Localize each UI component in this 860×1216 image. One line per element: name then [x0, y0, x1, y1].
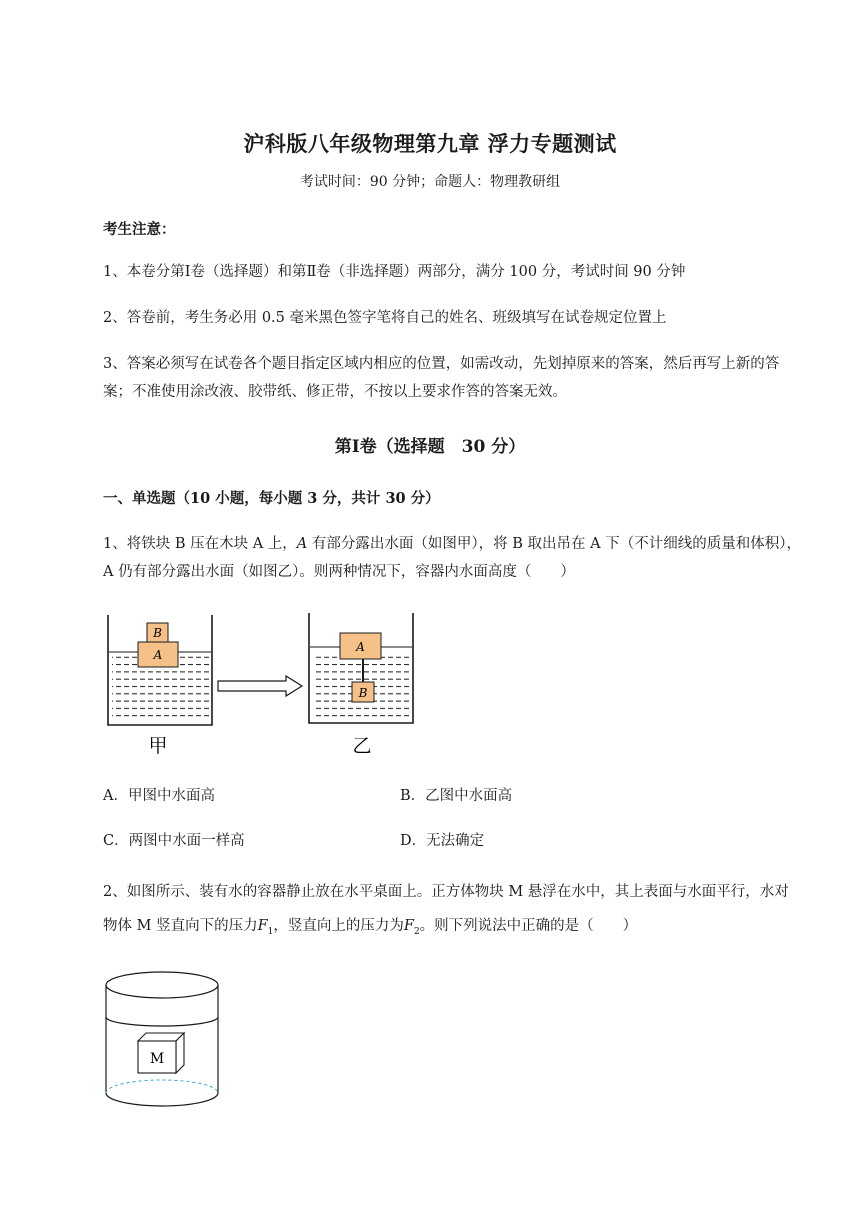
- question-1-figure: [100, 610, 430, 760]
- block-a-left-label: A: [153, 648, 163, 662]
- question-2-text: 2、如图所示、装有水的容器静止放在水平桌面上。正方体物块 M 悬浮在水中，其上表面与水面平行，水对物体 M 竖直向下的压力$F_1$，竖直向上的压力为$F_2$。则下列说法中正确的是（ ）: [103, 884, 789, 937]
- block-b-right-label: B: [358, 686, 368, 700]
- page-title: 沪科版八年级物理第九章 浮力专题测试: [243, 131, 617, 156]
- block-b-left-label: B: [153, 626, 162, 640]
- arrow-icon: [218, 676, 302, 696]
- question-2-figure: [100, 965, 225, 1115]
- q1-option-a[interactable]: A．甲图中水面高: [103, 788, 215, 804]
- figure-label-yi: 乙: [352, 735, 372, 757]
- notice-item-1: 1、本卷分第Ⅰ卷（选择题）和第Ⅱ卷（非选择题）两部分，满分 100 分，考试时间 90 分钟: [103, 264, 686, 280]
- q1-option-c[interactable]: C．两图中水面一样高: [103, 833, 245, 849]
- question-1-text: 1、将铁块 B 压在木块 A 上，A 有部分露出水面（如图甲），将 B 取出吊在 A 下（不计细线的质量和体积），A 仍有部分露出水面（如图乙）。则两种情况下，容器内水面高度（ ）: [103, 536, 801, 580]
- cube-m-label: M: [149, 1051, 165, 1067]
- part-heading: 一、单选题（10 小题，每小题 3 分，共计 30 分）: [103, 490, 440, 507]
- exam-info: 考试时间：90 分钟；命题人：物理教研组: [299, 174, 561, 190]
- cube-m: [138, 1033, 184, 1073]
- section-title: 第Ⅰ卷（选择题 30 分）: [334, 437, 526, 457]
- q1-option-b[interactable]: B．乙图中水面高: [400, 788, 513, 804]
- q1-option-d[interactable]: D．无法确定: [400, 833, 485, 849]
- notice-heading: 考生注意：: [103, 221, 176, 238]
- block-a-right-label: A: [356, 640, 365, 654]
- notice-item-3: 3、答案必须写在试卷各个题目指定区域内相应的位置，如需改动，先划掉原来的答案，然后再写上新的答案；不准使用涂改液、胶带纸、修正带，不按以上要求作答的答案无效。: [103, 356, 780, 400]
- container-yi: [309, 613, 413, 723]
- notice-item-2: 2、答卷前，考生务必用 0.5 毫米黑色签字笔将自己的姓名、班级填写在试卷规定位置上: [103, 310, 667, 326]
- container-jia: [108, 615, 212, 725]
- figure-label-jia: 甲: [148, 735, 168, 757]
